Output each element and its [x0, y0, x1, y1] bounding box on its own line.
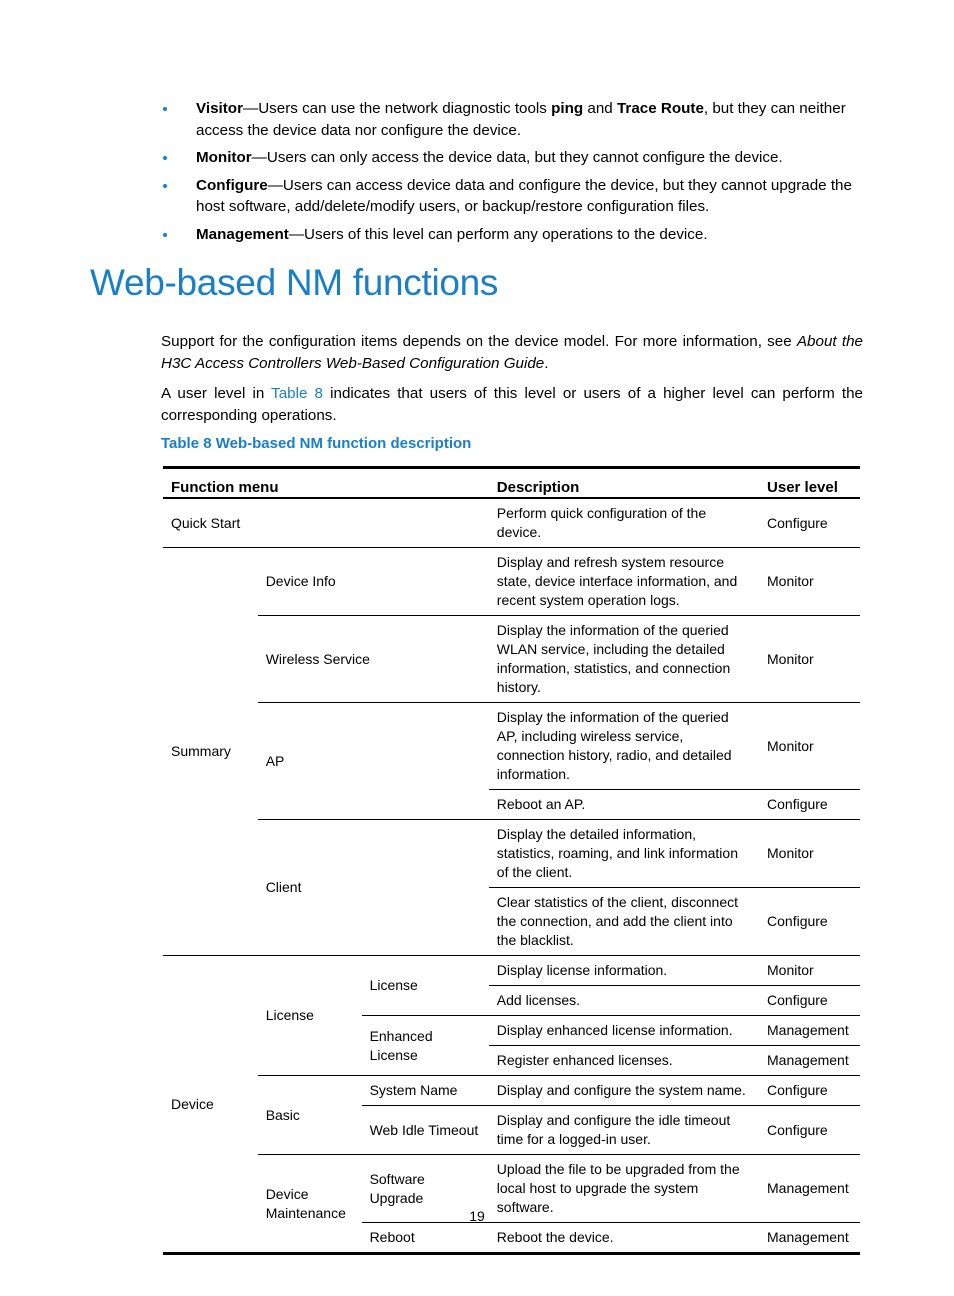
item-text: —Users can use the network diagnostic tools — [243, 100, 552, 117]
level-cell: Management — [759, 1046, 860, 1076]
desc-cell: Perform quick configuration of the device. — [489, 498, 759, 548]
menu-cell: Device Info — [258, 548, 489, 616]
para-text: Support for the configuration items depends on the device model. For more information, see — [161, 333, 797, 350]
list-item — [160, 224, 866, 246]
desc-cell: Reboot an AP. — [489, 790, 759, 820]
level-cell: Monitor — [759, 956, 860, 986]
table-row — [163, 616, 860, 703]
term: Visitor — [196, 100, 243, 117]
item-text: —Users of this level can perform any operations to the device. — [288, 225, 708, 243]
command-term: ping — [551, 100, 584, 117]
menu-cell-device: Device — [163, 956, 258, 1254]
menu-cell: Enhanced License — [362, 1016, 489, 1076]
item-text: —Users can only access the device data, but they cannot configure the device. — [251, 149, 783, 166]
desc-cell: Add licenses. — [489, 986, 759, 1016]
desc-cell: Display enhanced license information. — [489, 1016, 759, 1046]
menu-cell: License — [258, 956, 362, 1076]
level-cell: Management — [759, 1155, 860, 1223]
level-cell: Configure — [759, 986, 860, 1016]
table-link[interactable]: Table 8 — [271, 385, 324, 402]
menu-cell: License — [362, 956, 489, 1016]
table-caption: Table 8 Web-based NM function description — [161, 435, 472, 452]
table-header-row — [163, 468, 860, 499]
bullet-icon — [163, 107, 167, 111]
desc-cell: Display and configure the system name. — [489, 1076, 759, 1106]
page-number: 19 — [469, 1208, 485, 1224]
menu-cell: Quick Start — [163, 498, 489, 548]
header-user-level: User level — [759, 468, 860, 499]
table-row — [163, 956, 860, 986]
menu-cell: Device Maintenance — [258, 1155, 362, 1254]
level-cell: Configure — [759, 1106, 860, 1155]
table-row — [163, 820, 860, 888]
menu-cell: Basic — [258, 1076, 362, 1155]
desc-cell: Reboot the device. — [489, 1223, 759, 1254]
menu-cell: System Name — [362, 1076, 489, 1106]
table-row — [163, 703, 860, 790]
bullet-icon — [163, 156, 167, 160]
table-row — [163, 548, 860, 616]
desc-cell: Display and configure the idle timeout time for a logged-in user. — [489, 1106, 759, 1155]
term: Configure — [196, 176, 268, 194]
level-cell: Configure — [759, 498, 860, 548]
level-cell: Monitor — [759, 616, 860, 703]
table-intro-paragraph — [161, 383, 863, 426]
menu-cell-summary: Summary — [163, 548, 258, 956]
desc-cell: Display the information of the queried WLAN service, including the detailed information, statistics, and connection history. — [489, 616, 759, 703]
level-cell: Management — [759, 1223, 860, 1254]
item-text: , but they can neither access the device data nor configure the device. — [196, 100, 846, 139]
para-text: . — [544, 354, 549, 372]
para-text: indicates that users of this level or users of a higher level can perform the corresponding operations. — [161, 385, 863, 424]
level-cell: Monitor — [759, 703, 860, 790]
bullet-icon — [163, 184, 167, 188]
header-description: Description — [489, 468, 759, 499]
header-function-menu: Function menu — [163, 468, 489, 499]
item-text: and — [583, 100, 617, 117]
guide-reference: About the H3C Access Controllers Web-Based Configuration Guide — [161, 333, 863, 372]
level-cell: Monitor — [759, 820, 860, 888]
table-row — [163, 498, 860, 548]
level-cell: Monitor — [759, 548, 860, 616]
list-item — [160, 175, 866, 218]
level-cell: Management — [759, 1016, 860, 1046]
level-cell: Configure — [759, 888, 860, 956]
term: Management — [196, 225, 289, 243]
desc-cell: Clear statistics of the client, disconnect the connection, and add the client into the blacklist. — [489, 888, 759, 956]
menu-cell: Web Idle Timeout — [362, 1106, 489, 1155]
menu-cell: Reboot — [362, 1223, 489, 1254]
term: Monitor — [196, 149, 252, 166]
list-item — [160, 98, 866, 141]
section-title: Web-based NM functions — [90, 262, 499, 303]
user-level-list — [160, 98, 866, 251]
menu-cell: Wireless Service — [258, 616, 489, 703]
desc-cell: Display the information of the queried AP, including wireless service, connection history, radio, and detailed information. — [489, 703, 759, 790]
intro-paragraph — [161, 331, 863, 374]
bullet-icon — [163, 233, 167, 237]
command-term: Trace Route — [616, 100, 704, 117]
item-text: —Users can access device data and configure the device, but they cannot upgrade the host software, add/delete/modify users, or backup/restore configuration files. — [196, 176, 852, 215]
level-cell: Configure — [759, 790, 860, 820]
function-table — [163, 466, 860, 1255]
desc-cell: Register enhanced licenses. — [489, 1046, 759, 1076]
desc-cell: Display license information. — [489, 956, 759, 986]
menu-cell: Software Upgrade — [362, 1155, 489, 1223]
desc-cell: Display the detailed information, statistics, roaming, and link information of the client. — [489, 820, 759, 888]
list-item — [160, 147, 866, 169]
level-cell: Configure — [759, 1076, 860, 1106]
desc-cell: Display and refresh system resource state, device interface information, and recent system operation logs. — [489, 548, 759, 616]
desc-cell: Upload the file to be upgraded from the local host to upgrade the system software. — [489, 1155, 759, 1223]
menu-cell: Client — [258, 820, 489, 956]
para-text: A user level in — [161, 385, 272, 402]
menu-cell: AP — [258, 703, 489, 820]
table-row — [163, 1076, 860, 1106]
